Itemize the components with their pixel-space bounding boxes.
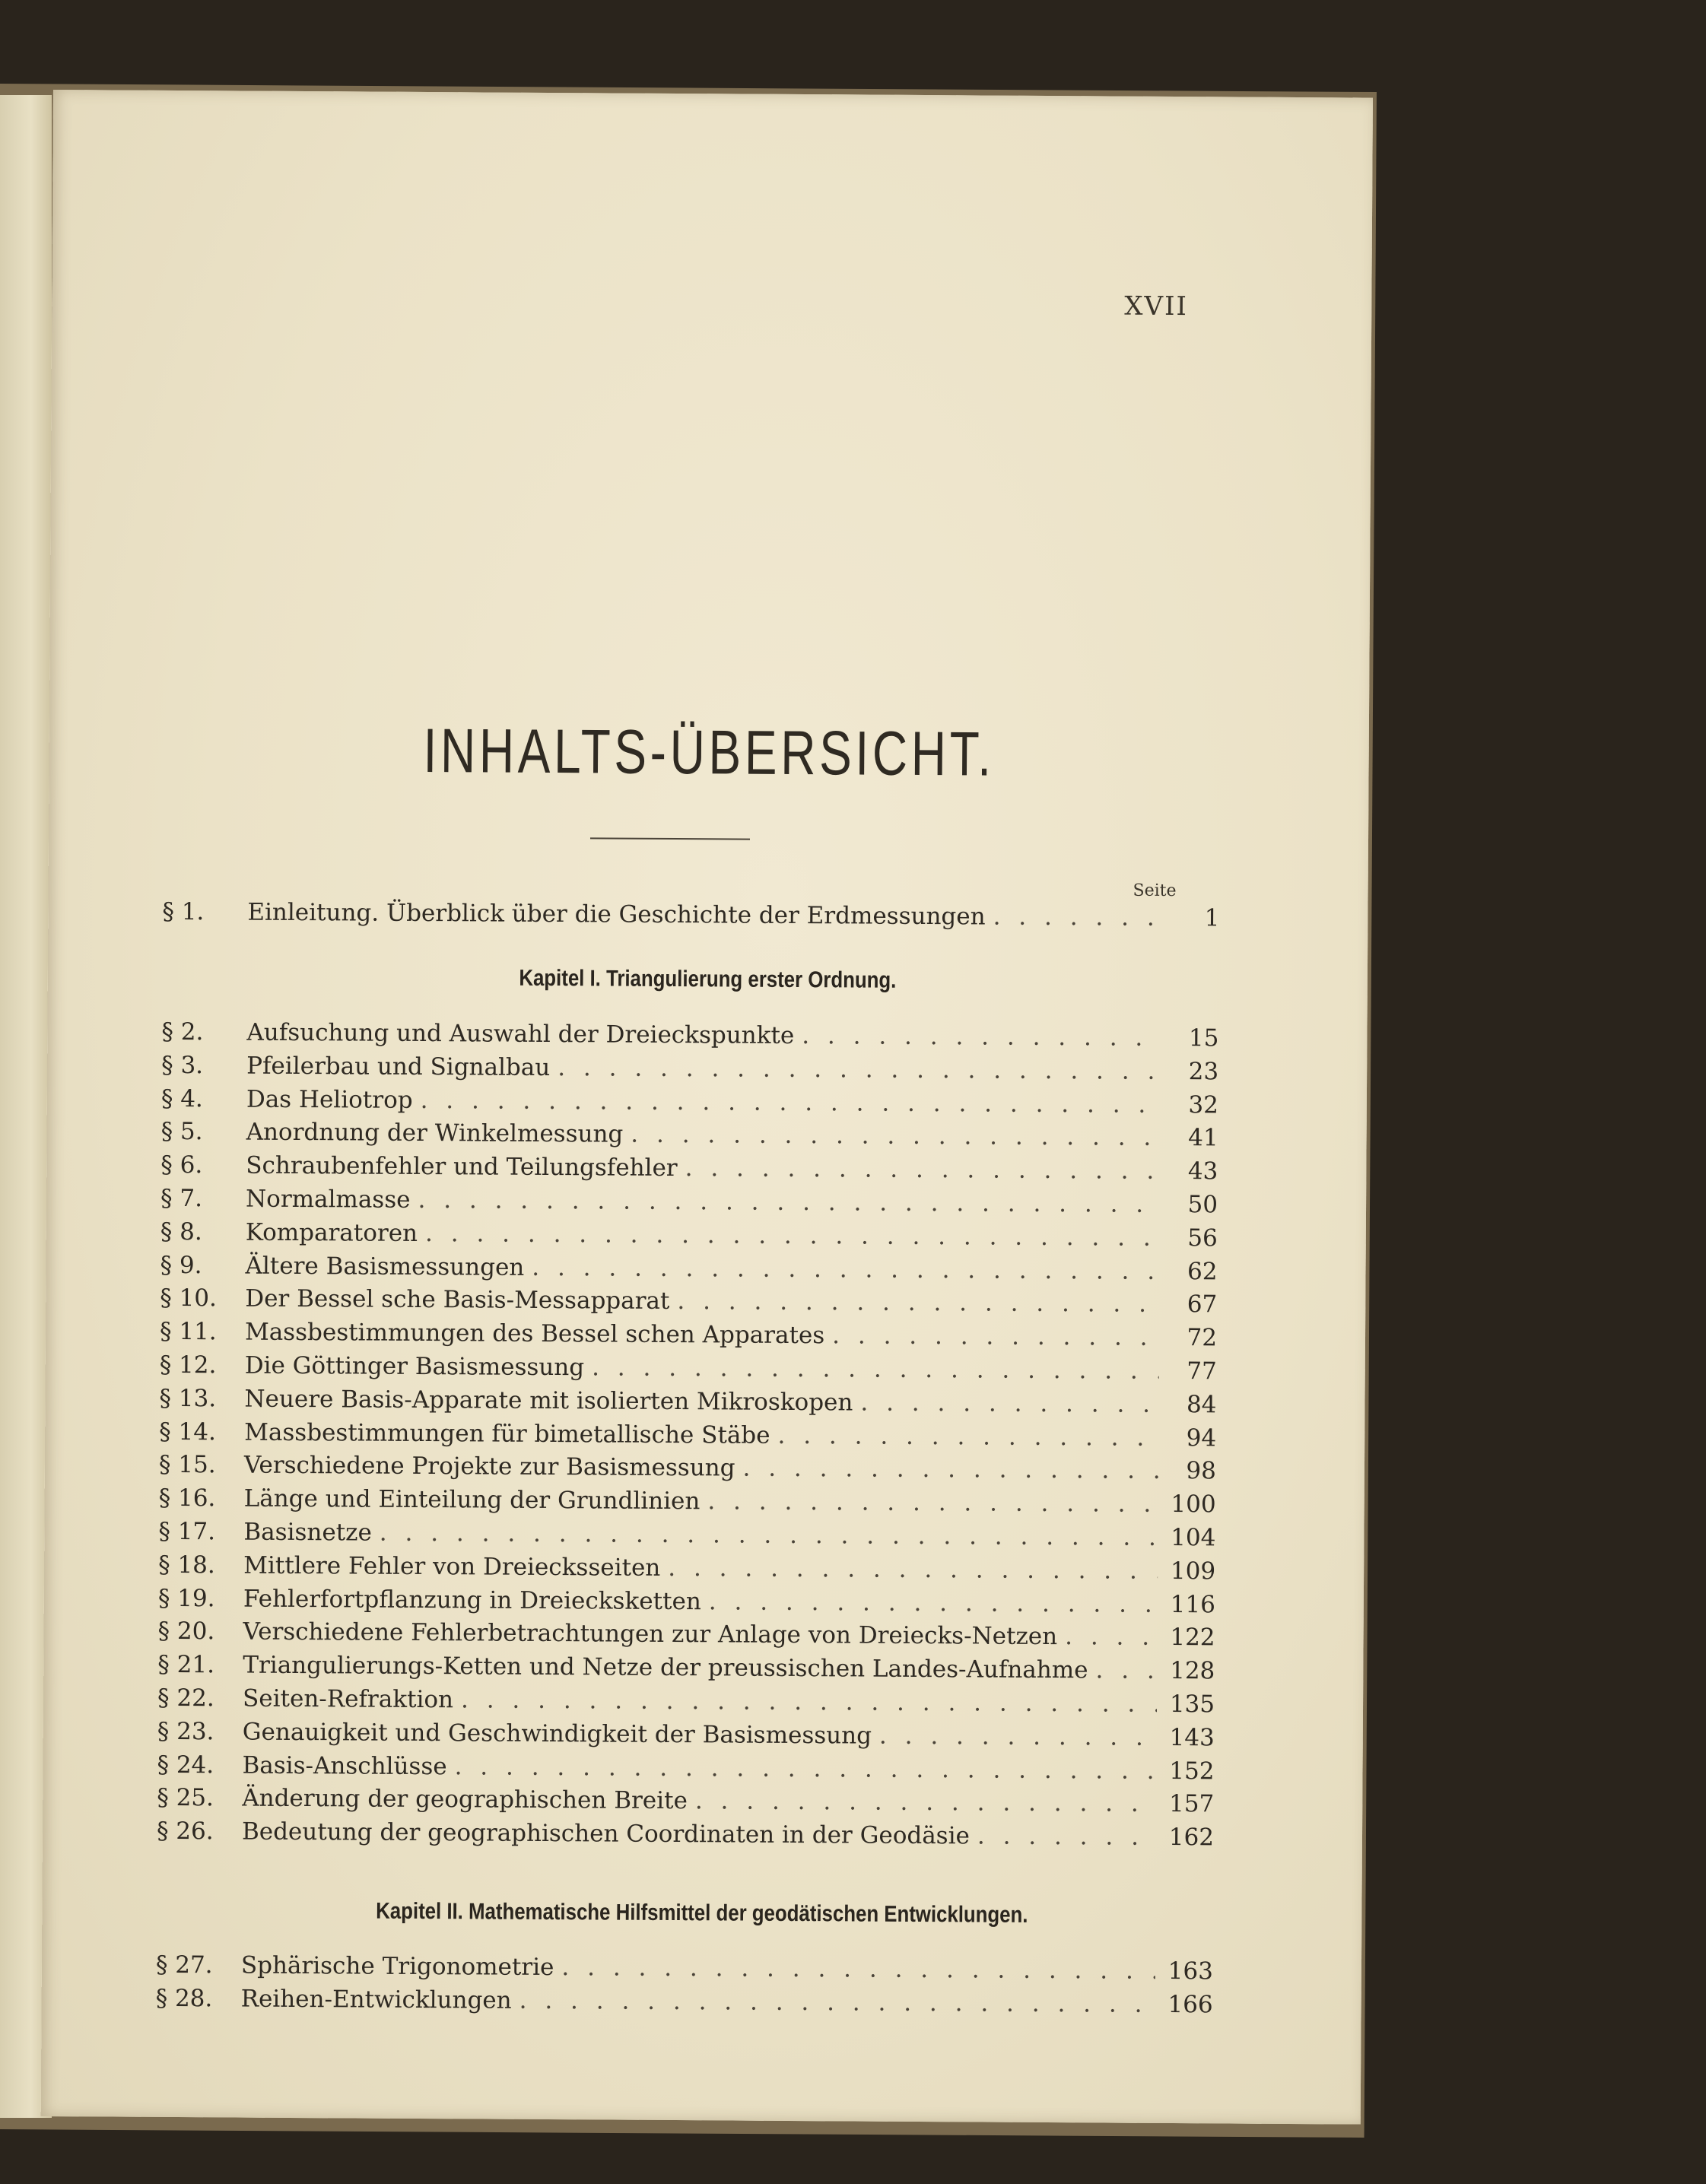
page-number: 109 — [1170, 1557, 1216, 1586]
section-number: § 3. — [161, 1051, 204, 1080]
section-title: Verschiedene Fehlerbetrachtungen zur Anlage von Dreiecks-Netzen — [243, 1617, 1058, 1651]
section-title: Die Göttinger Basismessung — [244, 1351, 585, 1382]
page-number: 100 — [1171, 1490, 1216, 1519]
page-number: 84 — [1186, 1390, 1217, 1419]
section-title: Der Bessel sche Basis-Messapparat — [245, 1284, 670, 1316]
leader-dots — [993, 903, 1162, 932]
section-number: § 15. — [158, 1451, 216, 1479]
book-page — [41, 90, 1373, 2125]
leader-dots — [380, 1519, 1158, 1551]
leader-dots — [561, 1954, 1155, 1985]
chapter-heading-1: Kapitel I. Triangulierung erster Ordnung. — [519, 965, 897, 993]
section-number: § 24. — [157, 1751, 214, 1779]
section-title: Basis-Anschlüsse — [242, 1751, 447, 1780]
section-title: Pfeilerbau und Signalbau — [246, 1052, 551, 1081]
page-number: 116 — [1170, 1590, 1215, 1618]
section-number: § 14. — [159, 1417, 216, 1446]
leader-dots — [1065, 1624, 1158, 1652]
section-number: § 22. — [157, 1684, 214, 1713]
page-number: 62 — [1187, 1257, 1218, 1285]
section-title: Massbestimmungen für bimetallische Stäbe — [244, 1418, 770, 1449]
page-number: 67 — [1187, 1290, 1218, 1319]
section-title: Ältere Basismessungen — [245, 1252, 525, 1281]
section-number: § 18. — [158, 1551, 215, 1579]
section-title: Verschiedene Projekte zur Basismessung — [243, 1451, 735, 1482]
leader-dots — [709, 1588, 1158, 1618]
toc-entry-intro — [162, 898, 1219, 938]
page-number: 32 — [1188, 1090, 1218, 1119]
leader-dots — [455, 1753, 1157, 1785]
page-number: 157 — [1168, 1790, 1215, 1818]
section-title: Länge und Einteilung der Grundlinien — [243, 1484, 701, 1516]
leader-dots — [668, 1554, 1158, 1585]
leader-dots — [421, 1087, 1161, 1119]
page-number: 72 — [1187, 1324, 1218, 1352]
section-title: Genauigkeit und Geschwindigkeit der Basismessung — [242, 1718, 872, 1750]
section-number: § 17. — [158, 1517, 216, 1546]
section-title: Mittlere Fehler von Dreiecksseiten — [243, 1551, 661, 1582]
section-number: § 13. — [159, 1384, 217, 1413]
page-number: 56 — [1187, 1224, 1218, 1252]
page-number: 43 — [1187, 1157, 1218, 1186]
page-number: 98 — [1186, 1457, 1217, 1485]
section-title: Aufsuchung und Auswahl der Dreieckspunkte — [246, 1018, 795, 1049]
page-number: 1 — [1204, 904, 1220, 932]
page-number: 15 — [1188, 1024, 1219, 1052]
section-number: § 12. — [159, 1351, 217, 1379]
section-title: Fehlerfortpflanzung in Dreiecksketten — [243, 1585, 701, 1615]
section-title: Einleitung. Überblick über die Geschichte der Erdmessungen — [247, 898, 986, 931]
page-number: 50 — [1187, 1191, 1218, 1219]
section-number: § 25. — [157, 1784, 214, 1812]
leader-dots — [832, 1322, 1159, 1351]
section-number: § 28. — [155, 1984, 213, 2013]
page-number: 23 — [1188, 1057, 1219, 1086]
section-title: Komparatoren — [245, 1218, 418, 1247]
section-number: § 6. — [160, 1151, 203, 1179]
leader-dots — [631, 1121, 1160, 1151]
section-title: Basisnetze — [243, 1518, 372, 1547]
leader-dots — [558, 1054, 1161, 1085]
leader-dots — [977, 1823, 1156, 1851]
section-number: § 1. — [162, 897, 205, 926]
page-number: 163 — [1168, 1957, 1214, 1986]
section-number: § 11. — [159, 1318, 217, 1346]
leader-dots — [1095, 1657, 1157, 1684]
page-number: 143 — [1169, 1723, 1215, 1752]
section-title: Neuere Basis-Apparate mit isolierten Mikroskopen — [244, 1385, 853, 1417]
page-number: 77 — [1187, 1357, 1217, 1386]
seite-label: Seite — [1133, 881, 1177, 901]
section-number: § 26. — [156, 1817, 214, 1846]
section-title: Seiten-Refraktion — [242, 1684, 454, 1714]
section-number: § 19. — [157, 1584, 215, 1612]
page-number: 128 — [1170, 1657, 1215, 1685]
leader-dots — [425, 1220, 1160, 1252]
leader-dots — [519, 1987, 1155, 2018]
section-number: § 16. — [158, 1484, 216, 1513]
leader-dots — [707, 1487, 1158, 1518]
page-number: 162 — [1168, 1824, 1215, 1852]
page-number: 166 — [1168, 1990, 1213, 2019]
section-title: Reihen-Entwicklungen — [240, 1985, 512, 2014]
leader-dots — [532, 1253, 1159, 1284]
section-number: § 2. — [161, 1017, 204, 1046]
page-number: 122 — [1170, 1624, 1215, 1652]
leader-dots — [592, 1354, 1159, 1385]
section-title: Das Heliotrop — [246, 1085, 413, 1114]
chapter-heading-2: Kapitel II. Mathematische Hilfsmittel der geodätischen Entwicklungen. — [376, 1898, 1028, 1928]
page-number: 41 — [1188, 1124, 1218, 1152]
section-title: Sphärische Trigonometrie — [240, 1951, 554, 1982]
section-number: § 9. — [160, 1251, 202, 1279]
page-number: 104 — [1171, 1524, 1216, 1552]
leader-dots — [418, 1186, 1160, 1218]
section-number: § 20. — [157, 1617, 215, 1646]
page-number: 135 — [1169, 1690, 1215, 1719]
page-folio: XVII — [1124, 290, 1189, 322]
leader-dots — [742, 1455, 1158, 1484]
section-number: § 8. — [160, 1217, 202, 1246]
section-title: Triangulierungs-Ketten und Netze der preussischen Landes-Aufnahme — [243, 1651, 1088, 1684]
section-title: Normalmasse — [245, 1185, 411, 1214]
leader-dots — [860, 1389, 1158, 1417]
section-title: Massbestimmungen des Bessel schen Apparates — [244, 1318, 825, 1350]
section-number: § 10. — [160, 1284, 218, 1313]
leader-dots — [685, 1154, 1161, 1185]
section-number: § 21. — [157, 1651, 215, 1679]
leader-dots — [695, 1788, 1157, 1818]
leader-dots — [777, 1421, 1158, 1451]
section-number: § 4. — [160, 1084, 203, 1113]
section-number: § 7. — [160, 1184, 203, 1213]
title-rule — [590, 837, 750, 840]
toc-entry — [157, 1817, 1214, 1857]
section-number: § 5. — [160, 1118, 203, 1146]
section-title: Änderung der geographischen Breite — [242, 1784, 688, 1815]
section-title: Anordnung der Winkelmessung — [246, 1118, 624, 1148]
page-number: 94 — [1186, 1424, 1217, 1452]
section-number: § 27. — [155, 1951, 213, 1979]
section-title: Schraubenfehler und Teilungsfehler — [246, 1151, 678, 1182]
leader-dots — [802, 1022, 1161, 1052]
section-title: Bedeutung der geographischen Coordinaten in der Geodäsie — [241, 1817, 971, 1850]
page-title: INHALTS-ÜBERSICHT. — [423, 716, 996, 789]
leader-dots — [879, 1722, 1157, 1751]
page-number: 152 — [1169, 1757, 1215, 1785]
leader-dots — [677, 1287, 1159, 1318]
leader-dots — [461, 1686, 1157, 1718]
toc-entry — [156, 1985, 1213, 2024]
section-number: § 23. — [157, 1717, 214, 1746]
